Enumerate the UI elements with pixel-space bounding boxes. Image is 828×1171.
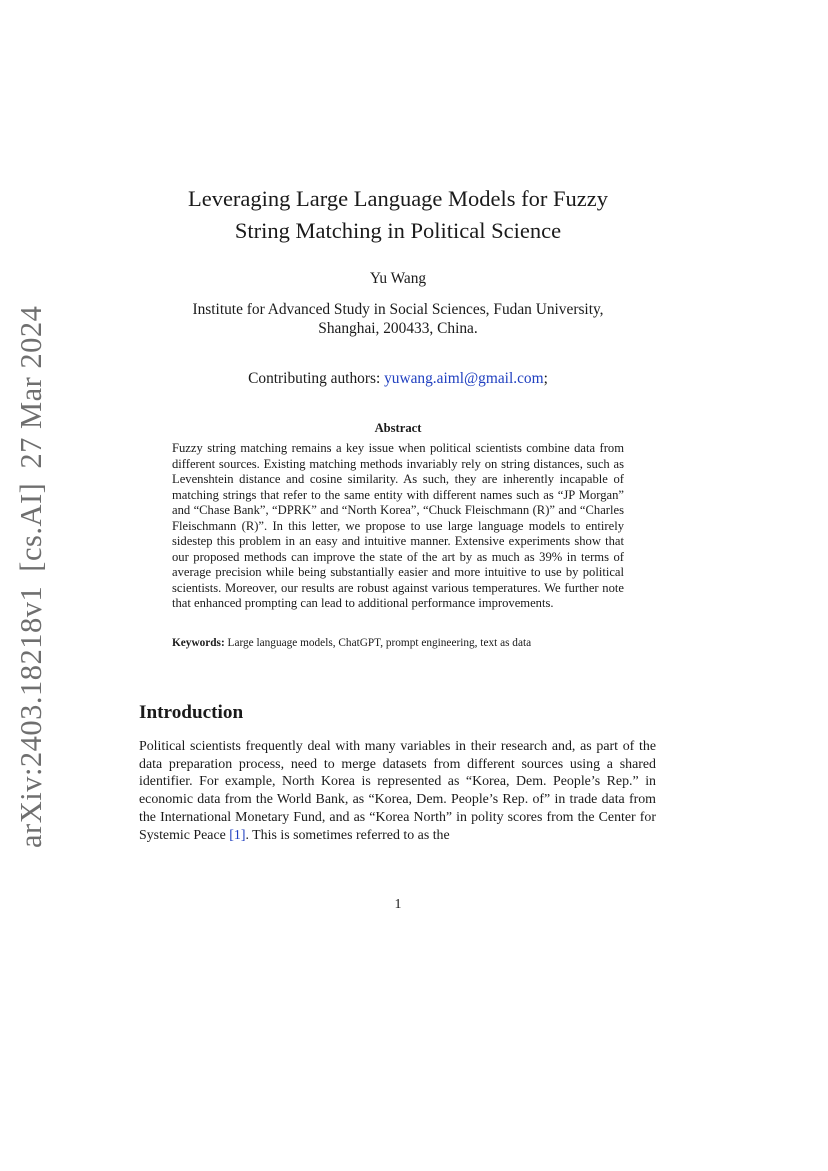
- affiliation-line-1: Institute for Advanced Study in Social Sciences, Fudan University,: [192, 301, 604, 318]
- section-heading-introduction: Introduction: [139, 702, 244, 723]
- arxiv-category: [cs.AI]: [14, 482, 48, 572]
- intro-text-part-1: Political scientists frequently deal with many variables in their research and, as part of the data preparation process, need to merge datasets from different sources using a shared identifier. For example, North Korea is represented as “Korea, Dem. People’s Rep.” in economic data from the World Bank, as “Korea, Dem. People’s Rep. of” in trade data from the International Monetary Fund, and as “Korea North” in polity scores from the Center for Systemic Peace: [139, 739, 656, 843]
- paper-title: [120, 183, 676, 247]
- arxiv-date: 27 Mar 2024: [14, 305, 48, 469]
- title-line-1: Leveraging Large Language Models for Fuzzy: [187, 186, 609, 211]
- abstract-text: Fuzzy string matching remains a key issue when political scientists combine data from different sources. Existing matching methods invariably rely on string distances, such as Levenshtein distance and cosine similarity. As such, they are inherently incapable of matching strings that refer to the same entity with different names such as “JP Morgan” and “Chase Bank”, “DPRK” and “North Korea”, “Chuck Fleischmann (R)” and “Charles Fleischmann (R)”. In this letter, we propose to use large language models to entirely sidestep this problem in an easy and intuitive manner. Extensive experiments show that our proposed methods can improve the state of the art by as much as 39% in terms of average precision while being substantially easier and more intuitive to use by political scientists. Moreover, our results are robust against various temperatures. We further note that enhanced prompting can lead to additional performance improvements.: [172, 441, 624, 610]
- contrib-label: Contributing authors:: [248, 370, 385, 387]
- abstract-heading: Abstract: [374, 421, 422, 435]
- affiliation: [120, 300, 676, 338]
- intro-text-part-2: . This is sometimes referred to as the: [245, 827, 450, 843]
- introduction-text: [139, 738, 656, 844]
- citation-link[interactable]: [1]: [229, 827, 246, 843]
- title-line-2: String Matching in Political Science: [234, 218, 562, 243]
- arxiv-stamp: [14, 305, 48, 848]
- contributing-authors: [120, 370, 676, 388]
- arxiv-identifier: arXiv:2403.18218v1: [14, 585, 48, 848]
- author-name: Yu Wang: [369, 270, 427, 287]
- author-email-link[interactable]: yuwang.aiml@gmail.com: [384, 370, 544, 387]
- keywords-label: Keywords:: [172, 637, 225, 649]
- page-number: 1: [394, 897, 402, 912]
- affiliation-line-2: Shanghai, 200433, China.: [318, 320, 478, 337]
- keywords: [172, 637, 624, 649]
- contrib-suffix: ;: [543, 370, 548, 387]
- keywords-text: Large language models, ChatGPT, prompt engineering, text as data: [224, 637, 532, 649]
